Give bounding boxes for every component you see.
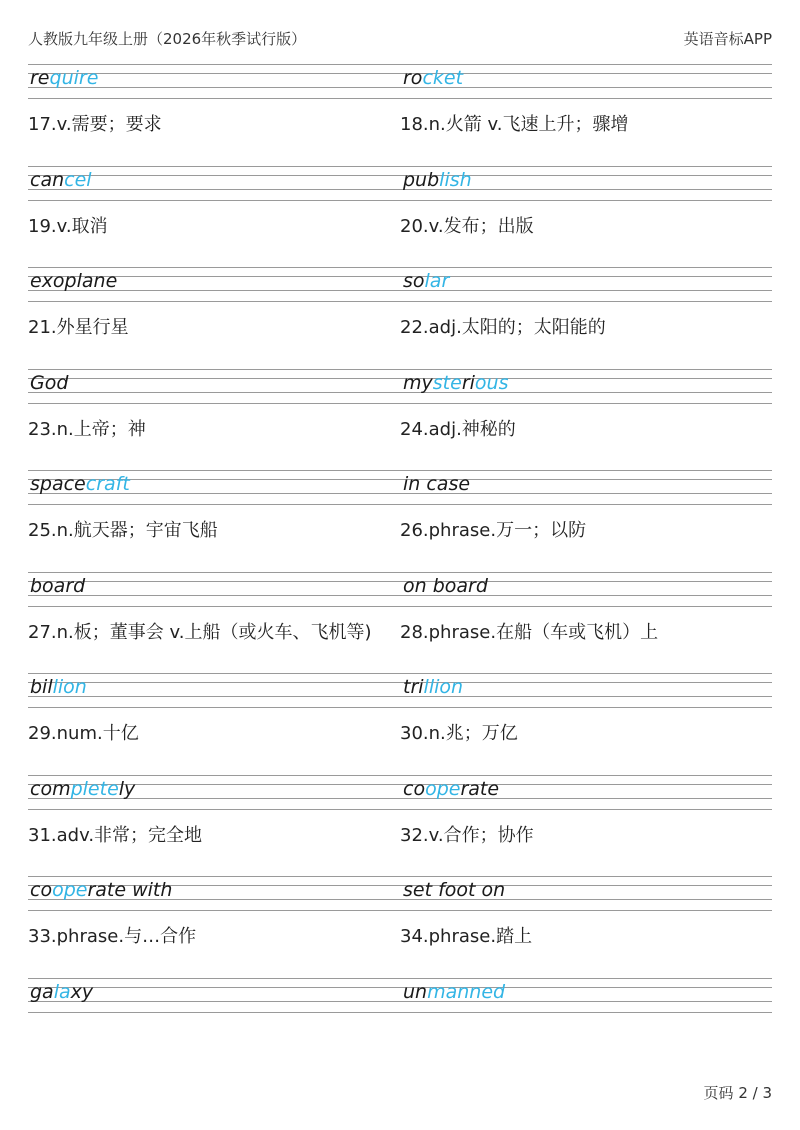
word-syllable: pub (403, 168, 440, 191)
word-syllable: rate with (87, 879, 173, 901)
word-syllable: rate (460, 777, 500, 800)
stressed-syllable: la (53, 980, 71, 1003)
vocab-row (0, 874, 800, 976)
stressed-syllable: cel (64, 168, 92, 191)
vocab-row (0, 62, 800, 164)
word-syllable: co (30, 879, 53, 901)
word-syllable: ga (30, 980, 54, 1003)
vocab-row (0, 468, 800, 570)
vocab-definition-right: 18.n.火箭 v.飞速上升；骤增 (400, 114, 629, 135)
vocab-row (0, 164, 800, 266)
vocab-row (0, 265, 800, 367)
writing-guide-lines (28, 570, 772, 608)
writing-guide-lines (28, 468, 772, 506)
word-syllable: space (30, 473, 86, 495)
vocab-word-right (403, 573, 488, 599)
word-syllable: re (30, 67, 50, 89)
vocab-definition-right: 20.v.发布；出版 (400, 215, 534, 237)
vocab-definition-left: 27.n.板；董事会 v.上船（或火车、飞机等) (28, 621, 372, 643)
word-syllable: in case (403, 473, 471, 495)
vocab-word-right (403, 471, 470, 497)
word-syllable: board (30, 574, 86, 597)
stressed-syllable: ope (425, 777, 461, 800)
vocab-word-right (403, 674, 463, 700)
word-syllable: so (403, 270, 425, 292)
vocabulary-list (0, 62, 800, 1077)
vocab-definition-left: 33.phrase.与…合作 (28, 926, 197, 947)
vocab-definition-left: 17.v.需要；要求 (28, 114, 162, 135)
word-syllable: com (30, 777, 71, 800)
vocab-definition-left: 21.外星行星 (28, 317, 129, 338)
word-syllable: on board (403, 574, 488, 597)
vocab-word-left (30, 370, 68, 396)
vocab-row (0, 976, 800, 1078)
vocab-row (0, 773, 800, 875)
stressed-syllable: ous (474, 371, 509, 394)
vocab-row (0, 671, 800, 773)
stressed-syllable: plete (70, 777, 119, 800)
vocab-word-left (30, 268, 117, 294)
vocab-word-left (30, 471, 130, 497)
vocab-definition-right: 22.adj.太阳的；太阳能的 (400, 317, 606, 338)
vocab-word-right (403, 65, 463, 91)
vocab-definition-left: 29.num.十亿 (28, 723, 139, 744)
vocab-word-left (30, 877, 172, 903)
word-syllable: can (30, 168, 65, 191)
vocab-word-left (30, 167, 92, 193)
vocab-definition-left: 23.n.上帝；神 (28, 418, 146, 440)
vocab-definition-right: 32.v.合作；协作 (400, 824, 534, 846)
stressed-syllable: llion (423, 676, 464, 698)
word-syllable: ri (461, 371, 475, 394)
vocab-word-left (30, 65, 98, 91)
brand-name: 英语音标APP (683, 30, 772, 48)
word-syllable: exoplane (30, 270, 118, 292)
word-syllable: my (403, 371, 433, 394)
word-syllable: tri (403, 676, 424, 698)
vocab-word-right (403, 877, 505, 903)
vocab-word-left (30, 674, 87, 700)
stressed-syllable: cket (422, 67, 464, 89)
vocab-word-left (30, 573, 85, 599)
stressed-syllable: lar (424, 270, 450, 292)
writing-guide-lines (28, 265, 772, 303)
stressed-syllable: lish (439, 168, 472, 191)
vocab-definition-left: 31.adv.非常；完全地 (28, 824, 203, 846)
vocab-definition-left: 25.n.航天器；宇宙飞船 (28, 520, 218, 541)
vocab-definition-right: 26.phrase.万一；以防 (400, 520, 587, 541)
document-title: 人教版九年级上册（2026年秋季试行版） (28, 30, 307, 48)
writing-guide-lines (28, 976, 772, 1014)
vocab-definition-right: 24.adj.神秘的 (400, 418, 516, 440)
word-syllable: set foot on (403, 879, 506, 901)
stressed-syllable: manned (427, 980, 506, 1003)
vocab-definition-left: 19.v.取消 (28, 215, 108, 237)
word-syllable: ro (403, 67, 423, 89)
word-syllable: ly (118, 777, 136, 800)
vocab-word-right (403, 979, 505, 1005)
page-number: 页码 2 / 3 (703, 1084, 772, 1102)
vocab-word-left (30, 979, 93, 1005)
vocab-row (0, 570, 800, 672)
writing-guide-lines (28, 164, 772, 202)
writing-guide-lines (28, 62, 772, 100)
stressed-syllable: ste (432, 371, 462, 394)
writing-guide-lines (28, 367, 772, 405)
vocab-word-right (403, 268, 449, 294)
word-syllable: un (403, 980, 428, 1003)
vocab-word-right (403, 167, 472, 193)
word-syllable: xy (70, 980, 94, 1003)
word-syllable: bil (30, 676, 53, 698)
writing-guide-lines (28, 671, 772, 709)
vocab-definition-right: 30.n.兆；万亿 (400, 723, 518, 744)
stressed-syllable: lion (52, 676, 87, 698)
word-syllable: God (30, 371, 69, 394)
stressed-syllable: ope (52, 879, 88, 901)
stressed-syllable: quire (49, 67, 99, 89)
vocab-definition-right: 28.phrase.在船（车或飞机）上 (400, 621, 659, 643)
stressed-syllable: craft (85, 473, 130, 495)
writing-guide-lines (28, 773, 772, 811)
page-header (28, 28, 772, 52)
vocab-row (0, 367, 800, 469)
word-syllable: co (403, 777, 426, 800)
vocab-word-right (403, 776, 499, 802)
vocab-definition-right: 34.phrase.踏上 (400, 926, 533, 947)
vocab-word-right (403, 370, 508, 396)
vocab-word-left (30, 776, 135, 802)
